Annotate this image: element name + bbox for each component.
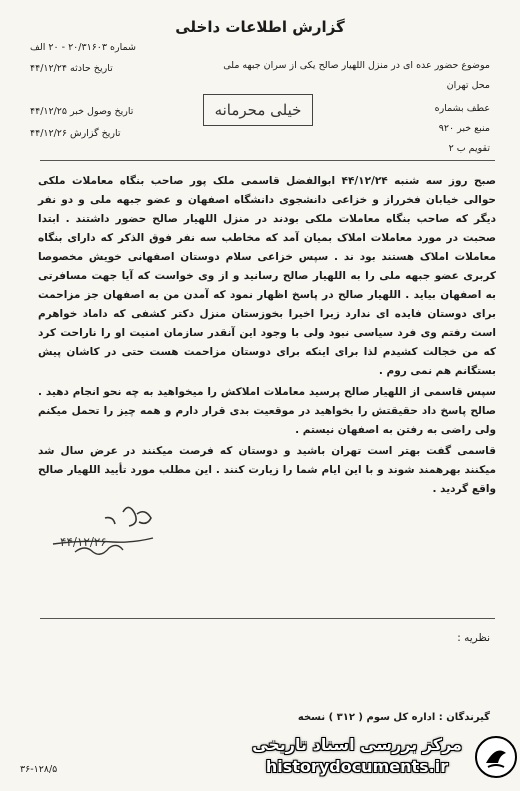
- report-date: تاریخ گزارش ۴۴/۱۲/۲۶: [30, 128, 121, 139]
- body-paragraph-2: سپس قاسمی از اللهیار صالح پرسید معاملات املاکش را میخواهید به چه نحو انجام دهید . صالح پاسخ داد حقیقتش را بخواهید در موقعیت بدی قرار دارم و همه چیز را تحمل میکنم ولی راضی به رفتن به اصفهان نیستم .: [38, 386, 496, 436]
- opinion-label: نظریه :: [457, 632, 490, 644]
- calendar-line: تقویم ب ۲: [448, 143, 490, 154]
- subject-line: موضوع حضور عده ای در منزل اللهیار صالح یکی از سران جبهه ملی: [223, 60, 490, 71]
- source-line: منبع خبر ۹۲۰: [438, 123, 490, 134]
- body-paragraph-3: قاسمی گفت بهتر است تهران باشید و دوستان که فرصت میکنند در عرض سال شد میکنند بهرهمند شوند و با این ایام شما را زیارت کنند . این مطلب مورد تأیید اللهیار صالح واقع گردید .: [38, 445, 496, 495]
- opinion-divider: [40, 618, 495, 619]
- report-body: [38, 172, 496, 501]
- incident-date: تاریخ حادثه ۴۴/۱۲/۲۴: [30, 63, 113, 74]
- reference-line: عطف بشماره: [434, 103, 490, 114]
- document-title: گزارش اطلاعات داخلی: [175, 18, 345, 36]
- signature-date: ۴۴/۱۲/۲۶: [60, 535, 107, 549]
- header-divider: [40, 160, 495, 161]
- recipients-line: گیرندگان : اداره کل سوم ( ۳۱۲ ) نسخه: [297, 712, 490, 723]
- watermark: [232, 733, 502, 781]
- body-paragraph-1: صبح روز سه شنبه ۴۴/۱۲/۲۴ ابوالفضل قاسمی ملک پور صاحب بنگاه معاملات ملکی حوالی خیابان فخرراز و خزاعی دانشجوی دانشگاه اصفهان و عضو جبهه ملی و دو نفر دیگر که صاحب بنگاه معاملات ملکی بودند در منزل اللهیار صالح حضور داشتند . ابتدا صحبت در مورد معاملات املاک بمیان آمد که مخاطب سه نفر فوق الذکر که دارای بنگاه معاملات املاک هستند بود ند . سپس خزاعی سلام دوستان اصفهانی خویش مخصوصا کربری عضو جبهه ملی را به اللهیار صالح رسانید و از وی خواست که آیا جهت مسافرتی به اصفهان بیاید . اللهیار صالح در پاسخ اظهار نمود که آمدن من به اصفهان جز مزاحمت برای دوستان فایده ای ندارد زیرا اخیرا بخوزستان منزل دکتر کشفی که داماد خواهرم است رفتم وی فرد سیاسی نبود ولی با وجود این آنقدر سازمان امنیت او را ناراحت کرد که من خجالت کشیدم لذا برای اینکه برای دوستان مزاحمت هست حتی در کاشان پیش بستگانم هم نمی روم .: [38, 175, 496, 377]
- footer-number: ۳۶-۱۲۸/۵: [20, 764, 58, 775]
- confidential-stamp: خیلی محرمانه: [203, 94, 313, 126]
- received-date: تاریخ وصول خبر ۴۴/۱۲/۲۵: [30, 106, 134, 117]
- document-number: شماره ۲۰/۳۱۶۰۳ - ۲۰ الف: [30, 42, 136, 53]
- watermark-line2: historydocuments.ir: [265, 757, 449, 776]
- watermark-line1: مرکز بررسی اسناد تاریخی: [252, 735, 462, 754]
- archive-logo-icon: [474, 735, 518, 779]
- location-line: محل تهران: [446, 80, 490, 91]
